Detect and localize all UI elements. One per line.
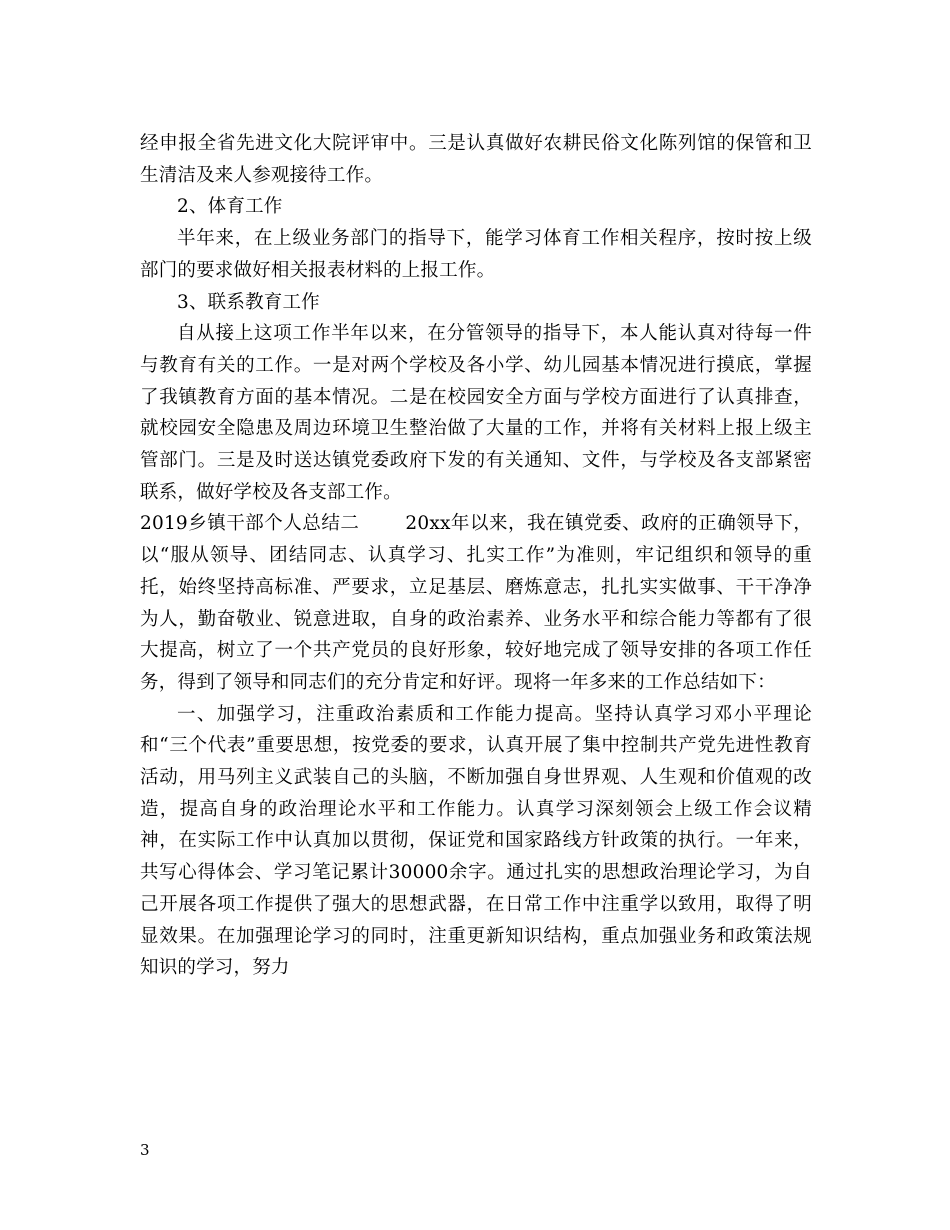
paragraph-strengthen-study: 一、加强学习，注重政治素质和工作能力提高。坚持认真学习邓小平理论和“三个代表”重要思想，按党委的要求，认真开展了集中控制共产党先进性教育活动，用马列主义武装自己的头脑，不断加强自身世界观、人生观和价值观的改造，提高自身的政治理论水平和工作能力。认真学习深刻领会上级工作会议精神，在实际工作中认真加以贯彻，保证党和国家路线方针政策的执行。一年来，共写心得体会、学习笔记累计30000余字。通过扎实的思想政治理论学习，为自己开展各项工作提供了强大的思想武器，在日常工作中注重学以致用，取得了明显效果。在加强理论学习的同时，注重更新知识结构，重点加强业务和政策法规知识的学习，努力 — [140, 703, 812, 979]
document-body — [140, 128, 812, 984]
section-lead-text: 20xx年以来，我在镇党委、政府的正确领导下，以“服从领导、团结同志、认真学习、扎实工作”为准则，牢记组织和领导的重托，始终坚持高标准、严要求，立足基层、磨炼意志，扎扎实实做事、干干净净为人，勤奋敬业、锐意进取，自身的政治素养、业务水平和综合能力等都有了很大提高，树立了一个共产党员的良好形象，较好地完成了领导安排的各项工作任务，得到了领导和同志们的充分肯定和好评。现将一年多来的工作总结如下： — [140, 513, 812, 693]
page-number: 3 — [140, 1141, 150, 1159]
paragraph-sports-work: 半年来，在上级业务部门的指导下，能学习体育工作相关程序，按时按上级部门的要求做好相关报表材料的上报工作。 — [140, 228, 812, 281]
section-summary-two — [140, 508, 812, 698]
heading-education-liaison: 3、联系教育工作 — [177, 291, 320, 313]
section-title: 2019乡镇干部个人总结二 — [140, 513, 360, 535]
paragraph-continuation: 经申报全省先进文化大院评审中。三是认真做好农耕民俗文化陈列馆的保管和卫生清洁及来人参观接待工作。 — [140, 133, 812, 186]
heading-sports-work: 2、体育工作 — [177, 196, 283, 218]
paragraph-education-liaison: 自从接上这项工作半年以来，在分管领导的指导下，本人能认真对待每一件与教育有关的工作。一是对两个学校及各小学、幼儿园基本情况进行摸底，掌握了我镇教育方面的基本情况。二是在校园安全方面与学校方面进行了认真排查，就校园安全隐患及周边环境卫生整治做了大量的工作，并将有关材料上报上级主管部门。三是及时送达镇党委政府下发的有关通知、文件，与学校及各支部紧密联系，做好学校及各支部工作。 — [140, 323, 812, 503]
